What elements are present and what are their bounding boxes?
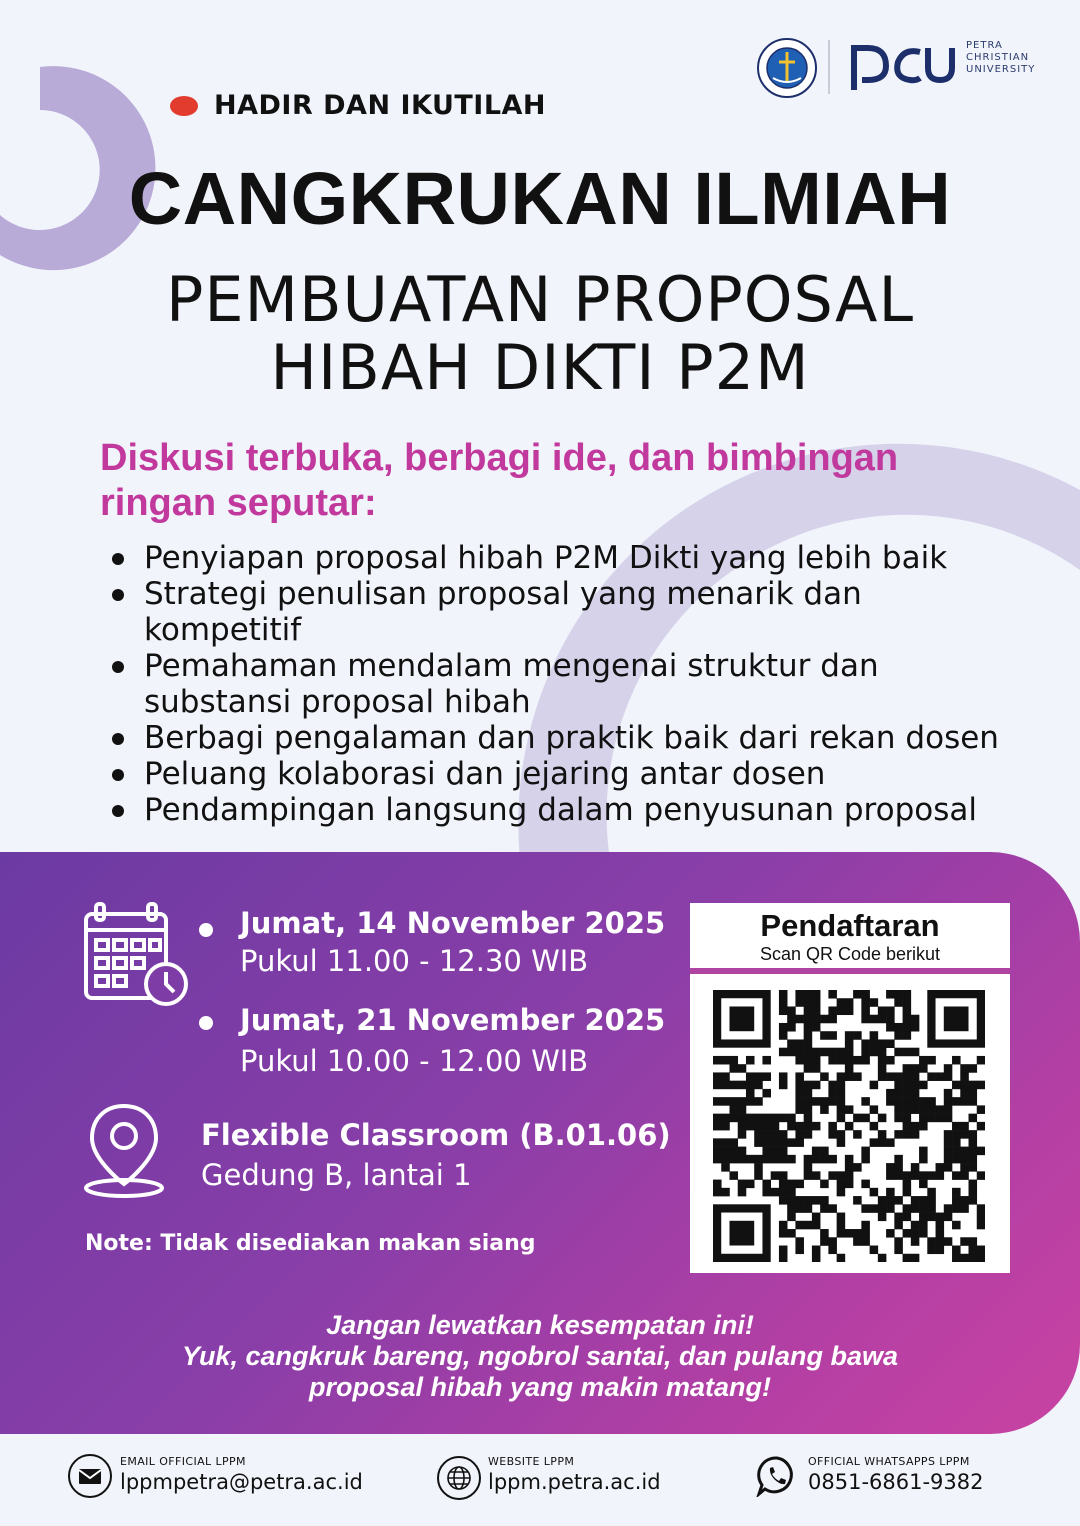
globe-icon: [437, 1456, 481, 1500]
topic-item: Strategi penulisan proposal yang menarik dan kompetitif: [108, 576, 904, 648]
cta-line-1: Jangan lewatkan kesempatan ini!: [326, 1310, 754, 1340]
event-subtitle: [0, 263, 1080, 404]
registration-divider: [690, 968, 1010, 974]
topic-item: Peluang kolaborasi dan jejaring antar dosen: [108, 756, 1048, 792]
subtitle-line-1: PEMBUATAN PROPOSAL: [165, 263, 915, 336]
registration-title: Pendaftaran: [760, 908, 940, 943]
schedule-bullet: [199, 923, 213, 937]
location-detail: Gedung B, lantai 1: [201, 1158, 472, 1192]
pcu-logo-text: PETRA CHRISTIAN UNIVERSITY: [966, 40, 1036, 75]
intro-line-1: Diskusi terbuka, berbagi ide, dan bimbingan: [100, 437, 899, 479]
website-link[interactable]: lppm.petra.ac.id: [488, 1470, 661, 1494]
topic-list: [108, 540, 1048, 828]
schedule-bullet: [199, 1016, 213, 1030]
cta-line-2: Yuk, cangkruk bareng, ngobrol santai, dan pulang bawa: [181, 1341, 899, 1371]
logo-divider: [828, 40, 830, 94]
pcu-logo: [848, 40, 958, 92]
topic-item: Pendampingan langsung dalam penyusunan proposal: [108, 792, 1048, 828]
university-seal-logo: [757, 38, 817, 98]
schedule-time: Pukul 10.00 - 12.00 WIB: [240, 1044, 589, 1078]
email-label: EMAIL OFFICIAL LPPM: [120, 1455, 246, 1468]
calendar-icon: [82, 902, 192, 1008]
registration-subtitle: Scan QR Code berikut: [759, 944, 941, 964]
email-link[interactable]: lppmpetra@petra.ac.id: [120, 1470, 363, 1494]
schedule-time: Pukul 11.00 - 12.30 WIB: [240, 944, 589, 978]
whatsapp-label: OFFICIAL WHATSAPPS LPPM: [808, 1455, 970, 1468]
tagline: HADIR DAN IKUTILAH: [214, 90, 547, 121]
cta-line-3: proposal hibah yang makin matang!: [308, 1372, 772, 1402]
intro-line-2: ringan seputar:: [100, 482, 377, 524]
location-pin-icon: [82, 1102, 166, 1200]
subtitle-line-2: HIBAH DIKTI P2M: [270, 331, 810, 404]
whatsapp-number[interactable]: 0851-6861-9382: [808, 1470, 984, 1494]
red-dot: [170, 96, 198, 116]
call-to-action: [0, 1310, 1080, 1403]
schedule-date: Jumat, 21 November 2025: [240, 1003, 666, 1037]
schedule-date: Jumat, 14 November 2025: [240, 906, 666, 940]
note-text: Note: Tidak disediakan makan siang: [85, 1231, 536, 1256]
decorative-arc-left: [0, 0, 160, 290]
email-icon: [68, 1454, 112, 1498]
event-title: CANGKRUKAN ILMIAH: [128, 157, 952, 240]
topic-item: Penyiapan proposal hibah P2M Dikti yang lebih baik: [108, 540, 1048, 576]
topic-item: Pemahaman mendalam mengenai struktur dan substansi proposal hibah: [108, 648, 914, 720]
topic-item: Berbagi pengalaman dan praktik baik dari rekan dosen: [108, 720, 1048, 756]
location-name: Flexible Classroom (B.01.06): [201, 1118, 671, 1152]
website-label: WEBSITE LPPM: [488, 1455, 575, 1468]
whatsapp-icon: [756, 1455, 798, 1497]
intro-text: [100, 436, 1000, 526]
qr-code[interactable]: [713, 990, 985, 1262]
